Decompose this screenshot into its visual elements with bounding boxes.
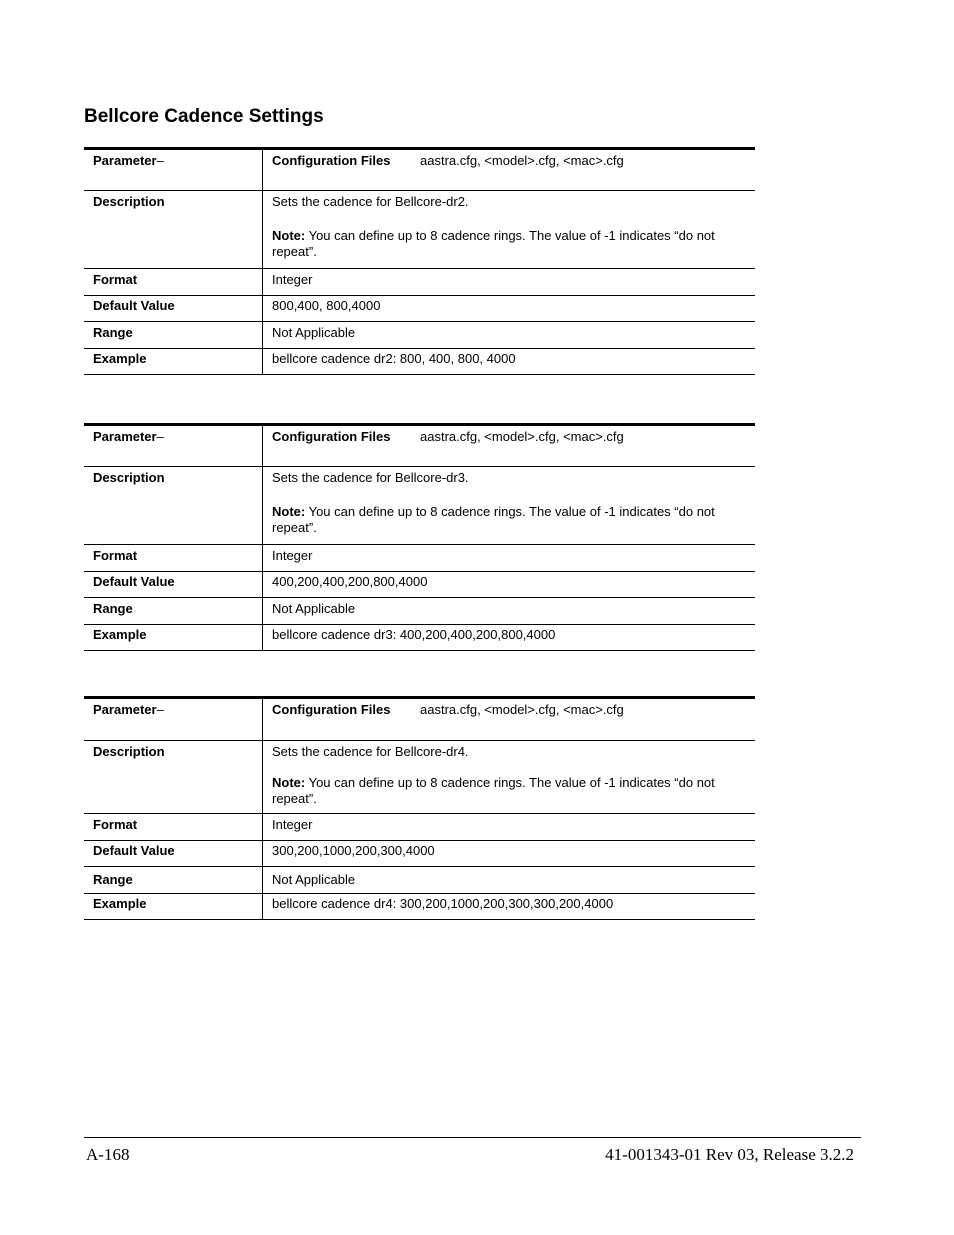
table-row bbox=[84, 598, 755, 625]
parameter-table-dr3 bbox=[84, 423, 755, 651]
description-cell bbox=[263, 467, 756, 545]
parameter-label: Parameter bbox=[93, 702, 157, 717]
description-label: Description bbox=[84, 467, 263, 545]
format-value: Integer bbox=[263, 814, 756, 841]
description-text: Sets the cadence for Bellcore-dr4. bbox=[272, 744, 469, 759]
config-files-value: aastra.cfg, <model>.cfg, <mac>.cfg bbox=[420, 702, 624, 717]
table-row bbox=[84, 814, 755, 841]
parameter-label: Parameter bbox=[93, 153, 157, 168]
parameter-table-dr4 bbox=[84, 696, 755, 920]
parameter-label-cell bbox=[84, 425, 263, 467]
table-row bbox=[84, 467, 755, 545]
note-label: Note: bbox=[272, 775, 306, 790]
config-files-cell bbox=[263, 425, 756, 467]
range-value: Not Applicable bbox=[263, 867, 756, 894]
example-value: bellcore cadence dr3: 400,200,400,200,800,4000 bbox=[263, 625, 756, 651]
config-files-cell bbox=[263, 149, 756, 191]
example-label: Example bbox=[84, 625, 263, 651]
default-value-label: Default Value bbox=[84, 296, 263, 322]
description-label: Description bbox=[84, 741, 263, 814]
default-value: 300,200,1000,200,300,4000 bbox=[263, 841, 756, 867]
range-label: Range bbox=[84, 867, 263, 894]
config-files-cell bbox=[263, 698, 756, 741]
footer-divider bbox=[84, 1137, 861, 1138]
note-text: You can define up to 8 cadence rings. The value of -1 indicates “do not repeat”. bbox=[272, 775, 715, 806]
parameter-label: Parameter bbox=[93, 429, 157, 444]
note-label: Note: bbox=[272, 228, 306, 243]
table-row bbox=[84, 269, 755, 296]
format-label: Format bbox=[84, 545, 263, 572]
config-files-label: Configuration Files bbox=[272, 429, 391, 444]
range-value: Not Applicable bbox=[263, 322, 756, 349]
note-label: Note: bbox=[272, 504, 306, 519]
table-row bbox=[84, 322, 755, 349]
format-value: Integer bbox=[263, 545, 756, 572]
parameter-label-cell bbox=[84, 698, 263, 741]
table-row bbox=[84, 625, 755, 651]
table-row bbox=[84, 894, 755, 920]
parameter-table-dr2 bbox=[84, 147, 755, 375]
default-value: 400,200,400,200,800,4000 bbox=[263, 572, 756, 598]
example-label: Example bbox=[84, 349, 263, 375]
config-files-label: Configuration Files bbox=[272, 702, 391, 717]
table-row bbox=[84, 296, 755, 322]
default-value-label: Default Value bbox=[84, 572, 263, 598]
table-row bbox=[84, 425, 755, 467]
section-title: Bellcore Cadence Settings bbox=[84, 106, 324, 127]
range-label: Range bbox=[84, 598, 263, 625]
note-paragraph bbox=[272, 504, 746, 536]
table-row bbox=[84, 149, 755, 191]
example-label: Example bbox=[84, 894, 263, 920]
default-value-label: Default Value bbox=[84, 841, 263, 867]
config-files-value: aastra.cfg, <model>.cfg, <mac>.cfg bbox=[420, 429, 624, 444]
parameter-label-cell bbox=[84, 149, 263, 191]
range-value: Not Applicable bbox=[263, 598, 756, 625]
parameter-dash: – bbox=[156, 702, 164, 717]
table-row bbox=[84, 191, 755, 269]
example-value: bellcore cadence dr4: 300,200,1000,200,300,300,200,4000 bbox=[263, 894, 756, 920]
parameter-dash: – bbox=[156, 153, 164, 168]
note-text: You can define up to 8 cadence rings. The value of -1 indicates “do not repeat”. bbox=[272, 504, 715, 535]
description-text: Sets the cadence for Bellcore-dr2. bbox=[272, 194, 469, 209]
description-text: Sets the cadence for Bellcore-dr3. bbox=[272, 470, 469, 485]
range-label: Range bbox=[84, 322, 263, 349]
description-cell bbox=[263, 741, 756, 814]
description-label: Description bbox=[84, 191, 263, 269]
table-row bbox=[84, 545, 755, 572]
description-cell bbox=[263, 191, 756, 269]
parameter-dash: – bbox=[156, 429, 164, 444]
config-files-value: aastra.cfg, <model>.cfg, <mac>.cfg bbox=[420, 153, 624, 168]
table-row bbox=[84, 741, 755, 814]
note-text: You can define up to 8 cadence rings. The value of -1 indicates “do not repeat”. bbox=[272, 228, 715, 259]
default-value: 800,400, 800,4000 bbox=[263, 296, 756, 322]
table-row bbox=[84, 867, 755, 894]
page-number: A-168 bbox=[86, 1145, 130, 1164]
note-paragraph bbox=[272, 228, 746, 260]
table-row bbox=[84, 349, 755, 375]
note-paragraph bbox=[272, 775, 746, 807]
format-label: Format bbox=[84, 269, 263, 296]
table-row bbox=[84, 572, 755, 598]
document-id: 41-001343-01 Rev 03, Release 3.2.2 bbox=[605, 1145, 854, 1164]
example-value: bellcore cadence dr2: 800, 400, 800, 4000 bbox=[263, 349, 756, 375]
table-row bbox=[84, 841, 755, 867]
format-label: Format bbox=[84, 814, 263, 841]
config-files-label: Configuration Files bbox=[272, 153, 391, 168]
format-value: Integer bbox=[263, 269, 756, 296]
table-row bbox=[84, 698, 755, 741]
